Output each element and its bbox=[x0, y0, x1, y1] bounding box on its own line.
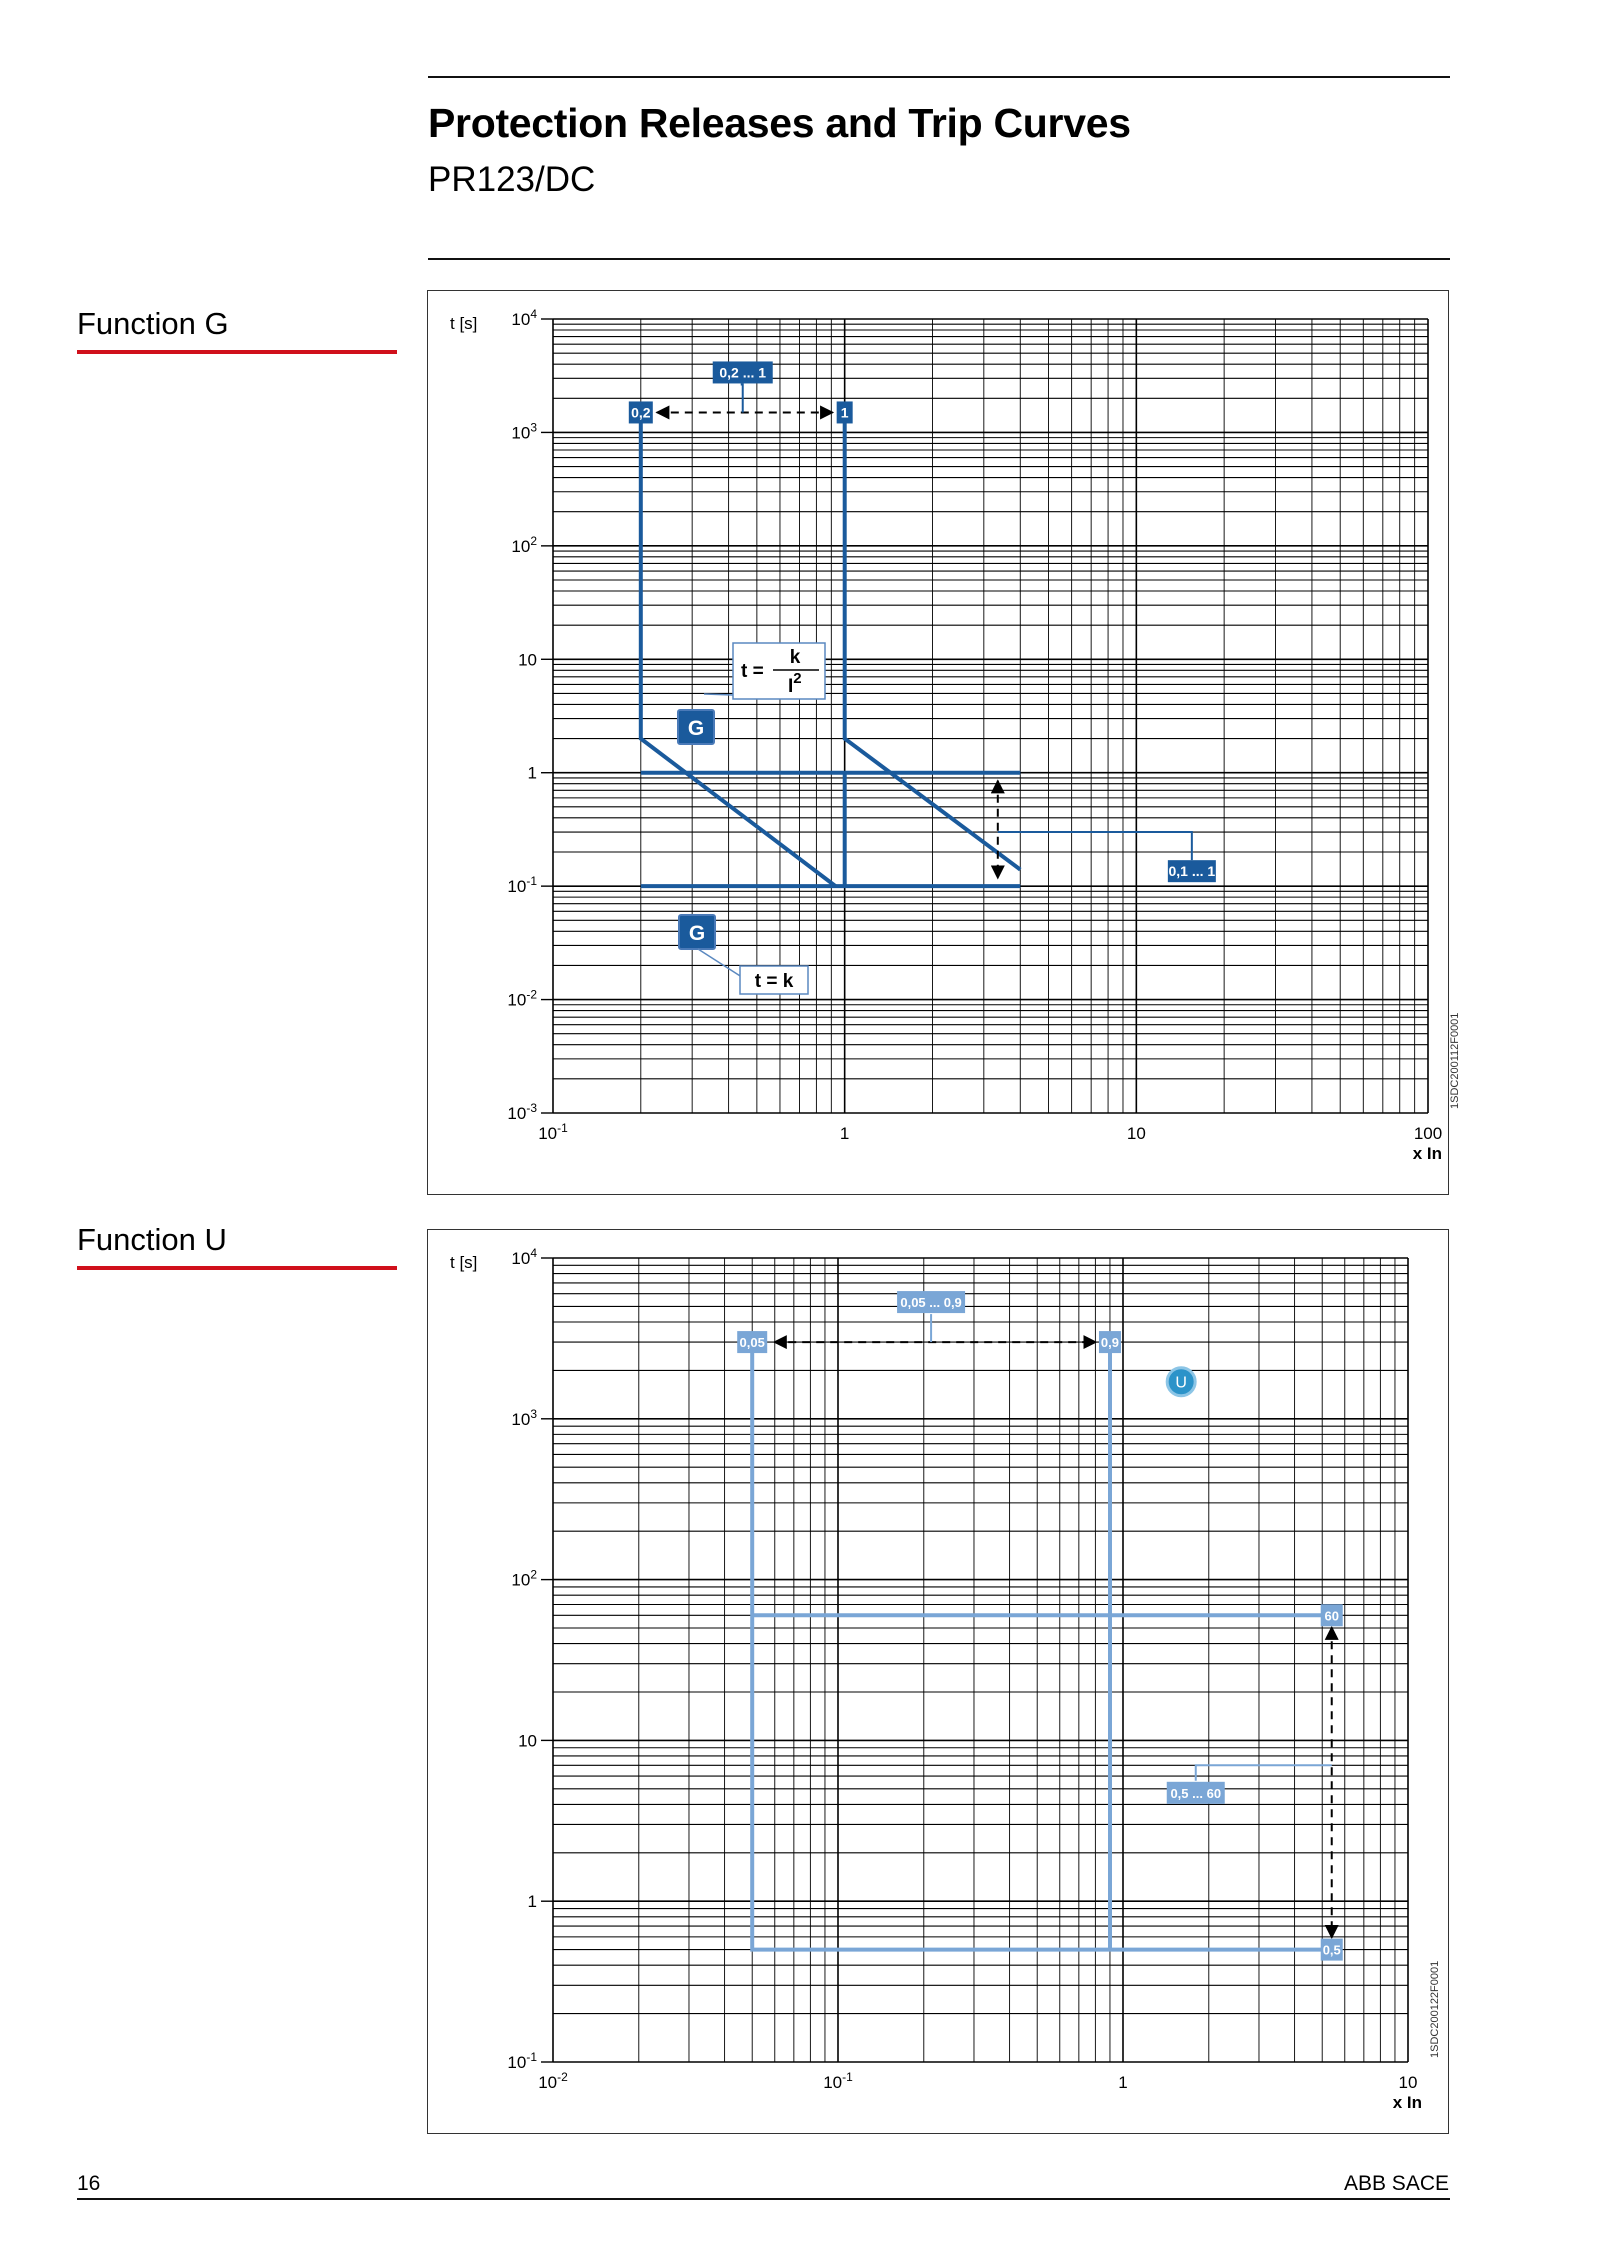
formula-i2t-den: $I^2$ bbox=[788, 670, 802, 697]
section-label-function-g: Function G bbox=[77, 306, 229, 341]
function-g-badge-tk bbox=[679, 915, 715, 949]
section-underline-u bbox=[77, 1266, 397, 1270]
y-tick-label: $10^{-1}$ bbox=[507, 2050, 537, 2072]
time-range-label bbox=[1168, 860, 1216, 882]
pickup-min-label bbox=[737, 1331, 767, 1353]
y-tick-label: $10^4$ bbox=[511, 1246, 537, 1268]
series-line bbox=[752, 1342, 1331, 1950]
pickup-min-label bbox=[629, 401, 653, 423]
x-tick-label: 100 bbox=[1413, 1124, 1443, 1143]
y-tick-label: $10^2$ bbox=[511, 1567, 537, 1590]
header-bottom-rule bbox=[428, 258, 1450, 260]
trip-curve-chart-g bbox=[428, 291, 1461, 1194]
pickup-range-label-text: 0,2 ... 1 bbox=[719, 364, 767, 381]
function-g-badge-tk-text: G bbox=[688, 922, 706, 945]
formula-i2t-leader bbox=[704, 694, 733, 695]
time-range-leader bbox=[1196, 1765, 1332, 1780]
page-subtitle: PR123/DC bbox=[428, 160, 596, 199]
pickup-max-label bbox=[1099, 1331, 1121, 1353]
page-title: Protection Releases and Trip Curves bbox=[428, 100, 1131, 146]
figure-code: 1SDC200122F0001 bbox=[1429, 1960, 1441, 2058]
formula-i2t-lhs: t = bbox=[741, 661, 764, 682]
time-range-label-text: 0,1 ... 1 bbox=[1168, 863, 1216, 880]
grid bbox=[553, 1258, 1408, 2062]
x-tick-label: $10^{-1}$ bbox=[538, 1121, 568, 1143]
figure-code: 1SDC200112F0001 bbox=[1449, 1012, 1461, 1109]
company-name: ABB SACE bbox=[1343, 2172, 1449, 2195]
time-min-label-text: 0,5 bbox=[1322, 1942, 1341, 1958]
formula-i2t-num: k bbox=[789, 647, 801, 668]
y-tick-label: $10^4$ bbox=[511, 307, 537, 329]
y-tick-label: $10^{-1}$ bbox=[507, 874, 537, 897]
pickup-min-label-text: 0,2 bbox=[631, 404, 651, 421]
x-tick-label: $10^{-1}$ bbox=[823, 2070, 853, 2092]
y-tick-label: 10 bbox=[518, 1731, 537, 1751]
x-tick-label: 1 bbox=[839, 1124, 850, 1143]
function-u-badge-text: U bbox=[1175, 1374, 1187, 1392]
x-axis-label: x In bbox=[1412, 1144, 1442, 1163]
chart-frame-function-g bbox=[427, 290, 1461, 1195]
x-tick-label: 1 bbox=[1118, 2073, 1128, 2092]
pickup-min-label-text: 0,05 bbox=[739, 1335, 765, 1351]
pickup-max-label-text: 0,9 bbox=[1100, 1335, 1119, 1351]
y-axis-label: t [s] bbox=[450, 314, 478, 333]
x-tick-label: $10^{-2}$ bbox=[538, 2070, 568, 2092]
time-max-label-text: 60 bbox=[1324, 1608, 1339, 1624]
y-tick-label: $10^{-3}$ bbox=[507, 1101, 537, 1123]
y-tick-label: $10^{-2}$ bbox=[507, 987, 537, 1010]
page-number: 16 bbox=[77, 2172, 101, 2195]
function-g-badge-i2t-text: G bbox=[687, 717, 705, 740]
header-top-rule bbox=[428, 76, 1450, 78]
pickup-max-label-text: 1 bbox=[840, 404, 849, 421]
function-u-badge bbox=[1167, 1368, 1195, 1396]
time-range-label bbox=[1167, 1782, 1225, 1804]
y-tick-label: 1 bbox=[527, 763, 537, 783]
function-g-badge-i2t bbox=[678, 710, 714, 744]
y-tick-label: $10^2$ bbox=[511, 533, 537, 556]
section-underline-g bbox=[77, 350, 397, 354]
y-tick-label: 10 bbox=[518, 650, 537, 670]
footer-rule bbox=[77, 2198, 1450, 2200]
section-label-function-u: Function U bbox=[77, 1222, 227, 1257]
x-tick-label: 10 bbox=[1398, 2073, 1418, 2092]
x-tick-label: 10 bbox=[1126, 1124, 1146, 1143]
pickup-max-label bbox=[837, 401, 853, 423]
pickup-range-label bbox=[713, 361, 773, 383]
pickup-range-label bbox=[897, 1291, 965, 1313]
chart-frame-function-u bbox=[427, 1229, 1449, 2134]
y-tick-label: $10^3$ bbox=[511, 1406, 537, 1429]
formula-tk-text: t = k bbox=[754, 971, 794, 992]
y-tick-label: 1 bbox=[527, 1892, 537, 1912]
time-range-leader bbox=[998, 832, 1192, 860]
time-min-label bbox=[1321, 1939, 1343, 1961]
time-max-label bbox=[1321, 1604, 1343, 1626]
trip-curve-chart-u bbox=[428, 1230, 1448, 2133]
time-range-label-text: 0,5 ... 60 bbox=[1170, 1785, 1222, 1801]
y-tick-label: $10^3$ bbox=[511, 420, 537, 443]
pickup-range-label-text: 0,05 ... 0,9 bbox=[900, 1295, 962, 1311]
y-axis-label: t [s] bbox=[450, 1253, 478, 1272]
x-axis-label: x In bbox=[1392, 2093, 1422, 2112]
